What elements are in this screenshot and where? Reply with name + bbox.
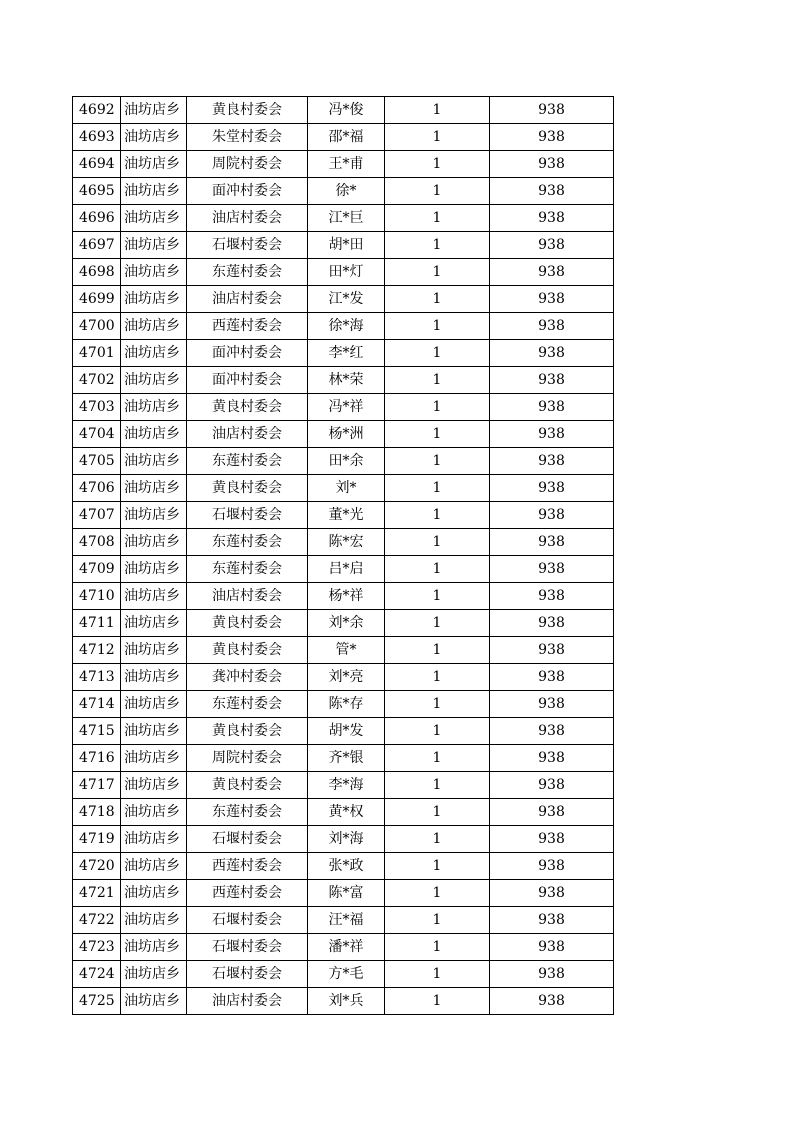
count-cell: 1 [385, 421, 490, 448]
amount-cell: 938 [490, 934, 614, 961]
township-cell: 油坊店乡 [121, 772, 187, 799]
row-number-cell: 4724 [73, 961, 121, 988]
row-number-cell: 4702 [73, 367, 121, 394]
township-cell: 油坊店乡 [121, 124, 187, 151]
count-cell: 1 [385, 583, 490, 610]
table-row [73, 205, 614, 232]
table-row [73, 772, 614, 799]
row-number-cell: 4712 [73, 637, 121, 664]
village-committee-cell: 黄良村委会 [187, 475, 308, 502]
village-committee-cell: 黄良村委会 [187, 718, 308, 745]
person-name-cell: 冯*俊 [308, 97, 385, 124]
township-cell: 油坊店乡 [121, 205, 187, 232]
table-row [73, 502, 614, 529]
table-row [73, 367, 614, 394]
village-committee-cell: 石堰村委会 [187, 961, 308, 988]
count-cell: 1 [385, 232, 490, 259]
amount-cell: 938 [490, 178, 614, 205]
person-name-cell: 陈*富 [308, 880, 385, 907]
row-number-cell: 4706 [73, 475, 121, 502]
person-name-cell: 刘*亮 [308, 664, 385, 691]
amount-cell: 938 [490, 151, 614, 178]
count-cell: 1 [385, 124, 490, 151]
row-number-cell: 4715 [73, 718, 121, 745]
amount-cell: 938 [490, 610, 614, 637]
village-committee-cell: 黄良村委会 [187, 772, 308, 799]
row-number-cell: 4694 [73, 151, 121, 178]
township-cell: 油坊店乡 [121, 583, 187, 610]
township-cell: 油坊店乡 [121, 178, 187, 205]
amount-cell: 938 [490, 961, 614, 988]
amount-cell: 938 [490, 907, 614, 934]
table-row [73, 394, 614, 421]
roster-table [72, 96, 614, 1015]
table-row [73, 421, 614, 448]
village-committee-cell: 黄良村委会 [187, 97, 308, 124]
township-cell: 油坊店乡 [121, 826, 187, 853]
row-number-cell: 4711 [73, 610, 121, 637]
person-name-cell: 林*荣 [308, 367, 385, 394]
row-number-cell: 4699 [73, 286, 121, 313]
township-cell: 油坊店乡 [121, 745, 187, 772]
township-cell: 油坊店乡 [121, 313, 187, 340]
count-cell: 1 [385, 718, 490, 745]
township-cell: 油坊店乡 [121, 286, 187, 313]
person-name-cell: 黄*权 [308, 799, 385, 826]
person-name-cell: 刘*余 [308, 610, 385, 637]
count-cell: 1 [385, 610, 490, 637]
township-cell: 油坊店乡 [121, 340, 187, 367]
person-name-cell: 汪*福 [308, 907, 385, 934]
table-row [73, 448, 614, 475]
person-name-cell: 李*海 [308, 772, 385, 799]
table-row [73, 934, 614, 961]
row-number-cell: 4721 [73, 880, 121, 907]
table-row [73, 799, 614, 826]
township-cell: 油坊店乡 [121, 232, 187, 259]
village-committee-cell: 石堰村委会 [187, 232, 308, 259]
amount-cell: 938 [490, 340, 614, 367]
count-cell: 1 [385, 529, 490, 556]
count-cell: 1 [385, 637, 490, 664]
person-name-cell: 方*毛 [308, 961, 385, 988]
count-cell: 1 [385, 286, 490, 313]
township-cell: 油坊店乡 [121, 610, 187, 637]
person-name-cell: 刘* [308, 475, 385, 502]
township-cell: 油坊店乡 [121, 637, 187, 664]
township-cell: 油坊店乡 [121, 475, 187, 502]
table-row [73, 340, 614, 367]
amount-cell: 938 [490, 853, 614, 880]
township-cell: 油坊店乡 [121, 97, 187, 124]
table-row [73, 232, 614, 259]
person-name-cell: 陈*存 [308, 691, 385, 718]
person-name-cell: 胡*发 [308, 718, 385, 745]
row-number-cell: 4722 [73, 907, 121, 934]
village-committee-cell: 面冲村委会 [187, 367, 308, 394]
amount-cell: 938 [490, 529, 614, 556]
township-cell: 油坊店乡 [121, 961, 187, 988]
person-name-cell: 管* [308, 637, 385, 664]
amount-cell: 938 [490, 124, 614, 151]
person-name-cell: 胡*田 [308, 232, 385, 259]
amount-cell: 938 [490, 988, 614, 1015]
township-cell: 油坊店乡 [121, 394, 187, 421]
village-committee-cell: 西莲村委会 [187, 313, 308, 340]
person-name-cell: 江*巨 [308, 205, 385, 232]
row-number-cell: 4709 [73, 556, 121, 583]
township-cell: 油坊店乡 [121, 502, 187, 529]
table-row [73, 691, 614, 718]
village-committee-cell: 东莲村委会 [187, 529, 308, 556]
row-number-cell: 4704 [73, 421, 121, 448]
row-number-cell: 4701 [73, 340, 121, 367]
township-cell: 油坊店乡 [121, 988, 187, 1015]
amount-cell: 938 [490, 421, 614, 448]
person-name-cell: 杨*洲 [308, 421, 385, 448]
amount-cell: 938 [490, 664, 614, 691]
person-name-cell: 刘*兵 [308, 988, 385, 1015]
row-number-cell: 4698 [73, 259, 121, 286]
township-cell: 油坊店乡 [121, 367, 187, 394]
township-cell: 油坊店乡 [121, 718, 187, 745]
count-cell: 1 [385, 178, 490, 205]
person-name-cell: 徐* [308, 178, 385, 205]
township-cell: 油坊店乡 [121, 151, 187, 178]
township-cell: 油坊店乡 [121, 907, 187, 934]
village-committee-cell: 油店村委会 [187, 988, 308, 1015]
amount-cell: 938 [490, 313, 614, 340]
person-name-cell: 吕*启 [308, 556, 385, 583]
count-cell: 1 [385, 691, 490, 718]
village-committee-cell: 黄良村委会 [187, 394, 308, 421]
table-row [73, 124, 614, 151]
village-committee-cell: 东莲村委会 [187, 259, 308, 286]
village-committee-cell: 石堰村委会 [187, 934, 308, 961]
person-name-cell: 董*光 [308, 502, 385, 529]
township-cell: 油坊店乡 [121, 853, 187, 880]
township-cell: 油坊店乡 [121, 799, 187, 826]
row-number-cell: 4717 [73, 772, 121, 799]
township-cell: 油坊店乡 [121, 421, 187, 448]
township-cell: 油坊店乡 [121, 934, 187, 961]
amount-cell: 938 [490, 205, 614, 232]
table-row [73, 97, 614, 124]
row-number-cell: 4719 [73, 826, 121, 853]
count-cell: 1 [385, 394, 490, 421]
table-row [73, 718, 614, 745]
village-committee-cell: 西莲村委会 [187, 853, 308, 880]
person-name-cell: 杨*祥 [308, 583, 385, 610]
table-row [73, 637, 614, 664]
amount-cell: 938 [490, 475, 614, 502]
village-committee-cell: 石堰村委会 [187, 502, 308, 529]
count-cell: 1 [385, 340, 490, 367]
table-row [73, 178, 614, 205]
count-cell: 1 [385, 448, 490, 475]
row-number-cell: 4720 [73, 853, 121, 880]
count-cell: 1 [385, 880, 490, 907]
table-row [73, 583, 614, 610]
village-committee-cell: 油店村委会 [187, 205, 308, 232]
township-cell: 油坊店乡 [121, 448, 187, 475]
amount-cell: 938 [490, 259, 614, 286]
person-name-cell: 张*政 [308, 853, 385, 880]
table-row [73, 475, 614, 502]
township-cell: 油坊店乡 [121, 880, 187, 907]
table-row [73, 880, 614, 907]
village-committee-cell: 东莲村委会 [187, 691, 308, 718]
township-cell: 油坊店乡 [121, 664, 187, 691]
village-committee-cell: 西莲村委会 [187, 880, 308, 907]
amount-cell: 938 [490, 97, 614, 124]
person-name-cell: 冯*祥 [308, 394, 385, 421]
roster-table-body [73, 97, 614, 1015]
row-number-cell: 4692 [73, 97, 121, 124]
village-committee-cell: 面冲村委会 [187, 340, 308, 367]
person-name-cell: 陈*宏 [308, 529, 385, 556]
count-cell: 1 [385, 259, 490, 286]
table-row [73, 907, 614, 934]
row-number-cell: 4697 [73, 232, 121, 259]
count-cell: 1 [385, 367, 490, 394]
amount-cell: 938 [490, 880, 614, 907]
row-number-cell: 4713 [73, 664, 121, 691]
table-row [73, 988, 614, 1015]
person-name-cell: 田*灯 [308, 259, 385, 286]
count-cell: 1 [385, 826, 490, 853]
row-number-cell: 4723 [73, 934, 121, 961]
row-number-cell: 4707 [73, 502, 121, 529]
row-number-cell: 4708 [73, 529, 121, 556]
row-number-cell: 4714 [73, 691, 121, 718]
amount-cell: 938 [490, 799, 614, 826]
amount-cell: 938 [490, 367, 614, 394]
count-cell: 1 [385, 313, 490, 340]
row-number-cell: 4716 [73, 745, 121, 772]
table-row [73, 529, 614, 556]
count-cell: 1 [385, 934, 490, 961]
village-committee-cell: 周院村委会 [187, 151, 308, 178]
count-cell: 1 [385, 151, 490, 178]
village-committee-cell: 东莲村委会 [187, 556, 308, 583]
amount-cell: 938 [490, 232, 614, 259]
village-committee-cell: 石堰村委会 [187, 907, 308, 934]
count-cell: 1 [385, 97, 490, 124]
village-committee-cell: 朱堂村委会 [187, 124, 308, 151]
village-committee-cell: 周院村委会 [187, 745, 308, 772]
count-cell: 1 [385, 502, 490, 529]
village-committee-cell: 龚冲村委会 [187, 664, 308, 691]
person-name-cell: 江*发 [308, 286, 385, 313]
amount-cell: 938 [490, 826, 614, 853]
amount-cell: 938 [490, 637, 614, 664]
row-number-cell: 4725 [73, 988, 121, 1015]
amount-cell: 938 [490, 502, 614, 529]
village-committee-cell: 油店村委会 [187, 421, 308, 448]
count-cell: 1 [385, 907, 490, 934]
table-row [73, 664, 614, 691]
village-committee-cell: 油店村委会 [187, 286, 308, 313]
row-number-cell: 4696 [73, 205, 121, 232]
amount-cell: 938 [490, 394, 614, 421]
count-cell: 1 [385, 205, 490, 232]
count-cell: 1 [385, 853, 490, 880]
count-cell: 1 [385, 799, 490, 826]
township-cell: 油坊店乡 [121, 529, 187, 556]
table-row [73, 259, 614, 286]
amount-cell: 938 [490, 448, 614, 475]
village-committee-cell: 面冲村委会 [187, 178, 308, 205]
person-name-cell: 李*红 [308, 340, 385, 367]
table-row [73, 556, 614, 583]
count-cell: 1 [385, 961, 490, 988]
village-committee-cell: 油店村委会 [187, 583, 308, 610]
amount-cell: 938 [490, 718, 614, 745]
amount-cell: 938 [490, 583, 614, 610]
person-name-cell: 田*余 [308, 448, 385, 475]
township-cell: 油坊店乡 [121, 691, 187, 718]
person-name-cell: 刘*海 [308, 826, 385, 853]
person-name-cell: 邵*福 [308, 124, 385, 151]
amount-cell: 938 [490, 772, 614, 799]
amount-cell: 938 [490, 286, 614, 313]
township-cell: 油坊店乡 [121, 556, 187, 583]
row-number-cell: 4703 [73, 394, 121, 421]
row-number-cell: 4705 [73, 448, 121, 475]
table-row [73, 286, 614, 313]
row-number-cell: 4693 [73, 124, 121, 151]
count-cell: 1 [385, 988, 490, 1015]
person-name-cell: 王*甫 [308, 151, 385, 178]
village-committee-cell: 黄良村委会 [187, 610, 308, 637]
row-number-cell: 4718 [73, 799, 121, 826]
village-committee-cell: 石堰村委会 [187, 826, 308, 853]
table-row [73, 853, 614, 880]
table-row [73, 961, 614, 988]
count-cell: 1 [385, 745, 490, 772]
amount-cell: 938 [490, 691, 614, 718]
village-committee-cell: 黄良村委会 [187, 637, 308, 664]
table-row [73, 151, 614, 178]
count-cell: 1 [385, 556, 490, 583]
amount-cell: 938 [490, 745, 614, 772]
table-row [73, 826, 614, 853]
township-cell: 油坊店乡 [121, 259, 187, 286]
amount-cell: 938 [490, 556, 614, 583]
row-number-cell: 4710 [73, 583, 121, 610]
village-committee-cell: 东莲村委会 [187, 799, 308, 826]
count-cell: 1 [385, 664, 490, 691]
count-cell: 1 [385, 475, 490, 502]
person-name-cell: 徐*海 [308, 313, 385, 340]
village-committee-cell: 东莲村委会 [187, 448, 308, 475]
count-cell: 1 [385, 772, 490, 799]
row-number-cell: 4700 [73, 313, 121, 340]
row-number-cell: 4695 [73, 178, 121, 205]
person-name-cell: 潘*祥 [308, 934, 385, 961]
table-row [73, 610, 614, 637]
person-name-cell: 齐*银 [308, 745, 385, 772]
table-row [73, 745, 614, 772]
table-row [73, 313, 614, 340]
